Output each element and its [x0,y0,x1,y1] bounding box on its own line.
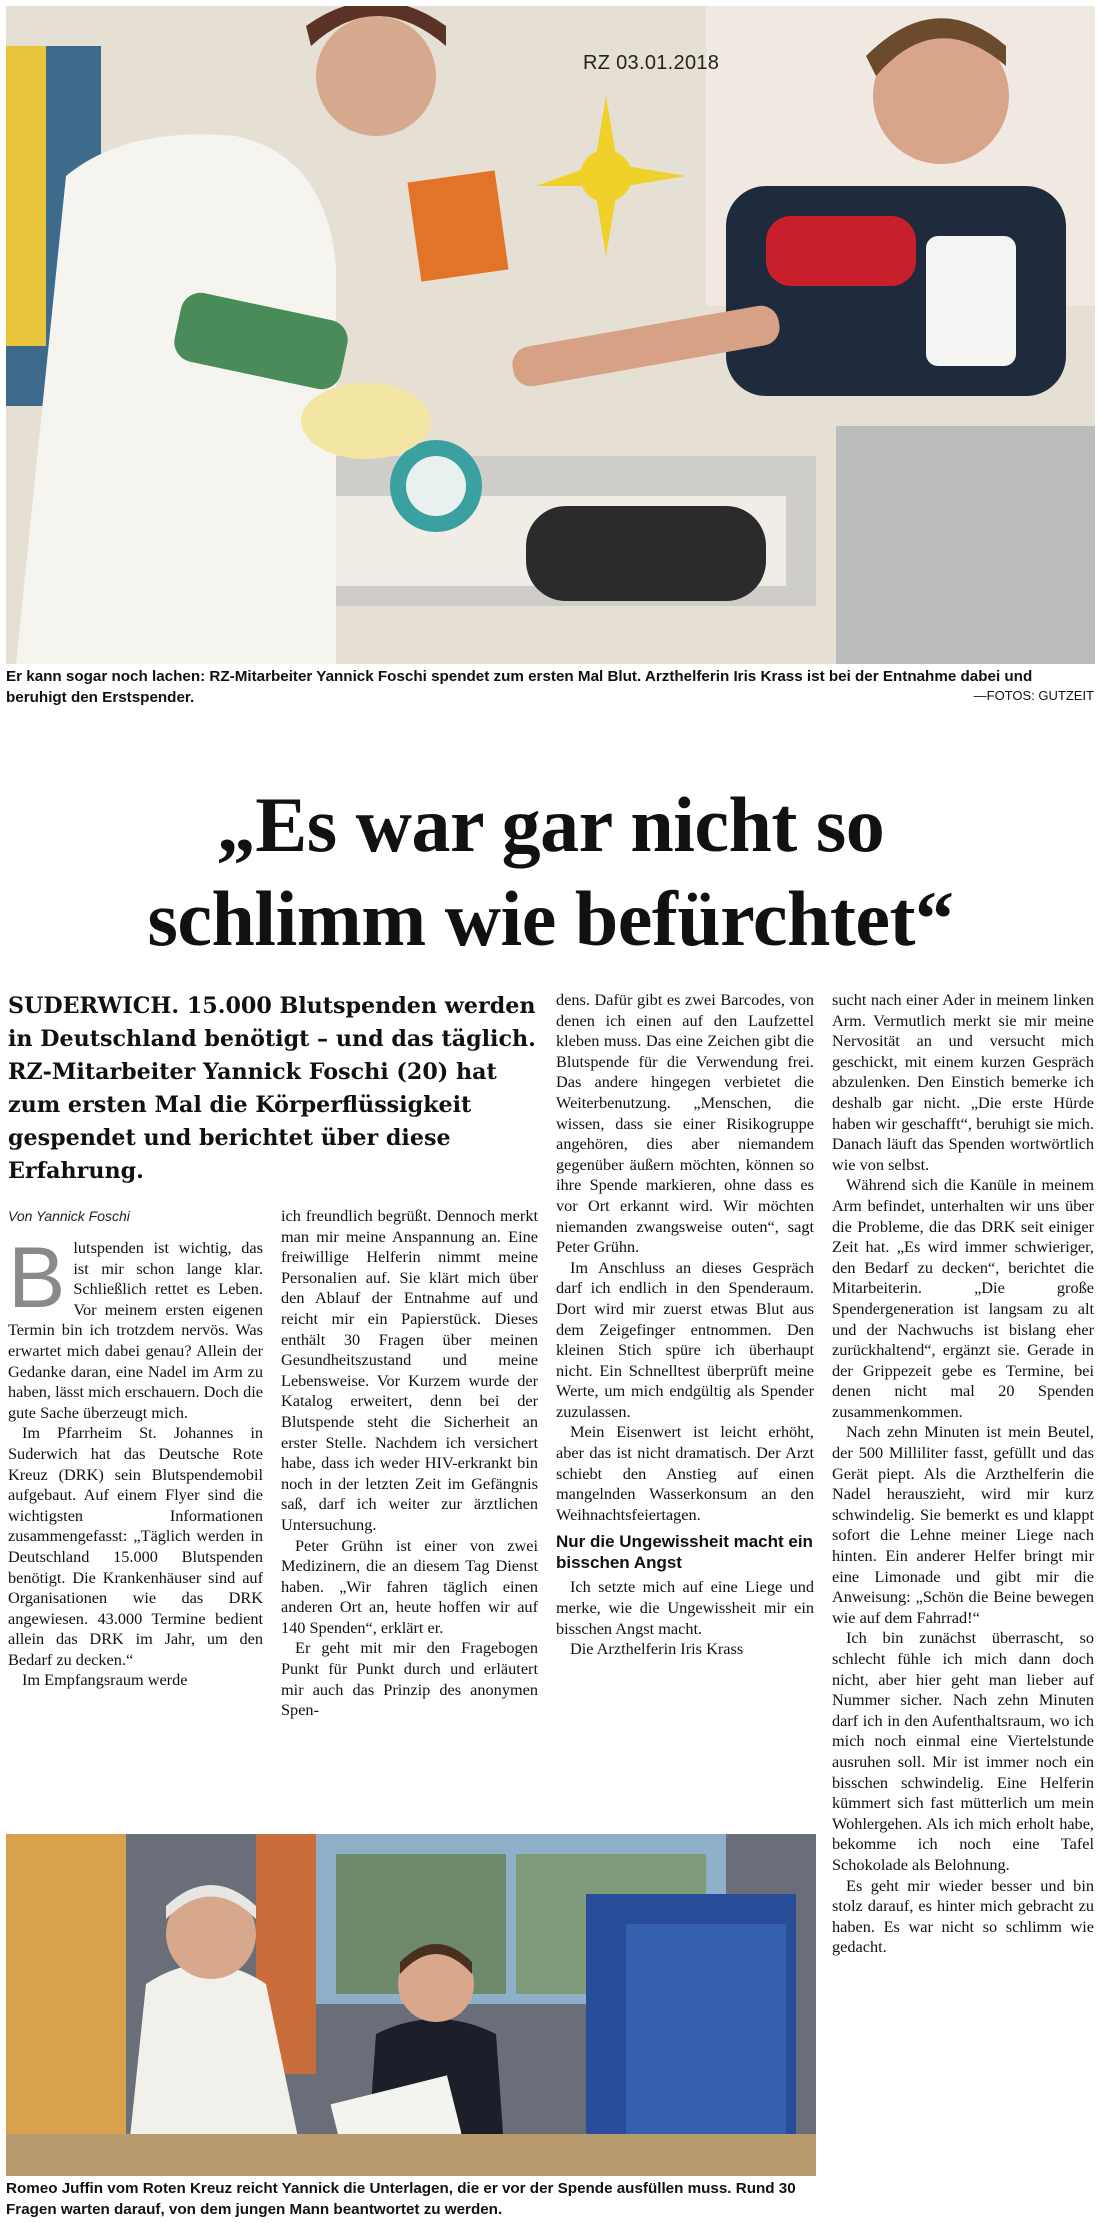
col2-para-3: Er geht mit mir den Fragebogen Punkt für Punkt durch und erläutert mir auch das Prinzip des anonymen Spen- [281,1638,538,1720]
col2-para-2: Peter Grühn ist einer von zwei Medizinern, die an diesem Tag Dienst haben. „Wir fahren täglich einen anderen Ort an, heute hoffen wir auf 140 Spenden“, erklärt er. [281,1535,538,1637]
col3-para-3: Mein Eisenwert ist leicht erhöht, aber das ist nicht dramatisch. Der Arzt schiebt den Anstieg auf einen mangelnden Wasserkonsum an den Weihnachtsfeiertagen. [556,1422,814,1524]
bottom-photo-scene [6,1834,816,2176]
photo-credit: —FOTOS: GUTZEIT [973,688,1094,703]
bottom-photo [6,1834,816,2176]
col4-para-3: Nach zehn Minuten ist mein Beutel, der 500 Milliliter fasst, gefüllt und das Gerät piept. Als die Arzthelferin die Nadel herauszieht, wird mir kurz schwindelig. Sie bemerkt es und klappt sofort die Lehne meiner Liege nach hinten. Ein anderer Helfer bringt mir eine Limonade und gibt mir die Anweisung: „Schön die Beine bewegen wie auf dem Fahrrad!“ [832,1422,1094,1627]
col1-para-1 [8,1230,263,1423]
byline: Von Yannick Foschi [8,1208,130,1224]
drop-cap: B [8,1230,66,1326]
col3-para-5: Die Arzthelferin Iris Krass [570,1639,744,1659]
subheading: Nur die Ungewissheit macht ein bisschen Angst [556,1532,813,1573]
lead-paragraph: SUDERWICH. 15.000 Blutspenden werden in Deutschland benötigt – und das täglich. RZ-Mitarbeiter Yannick Foschi (20) hat zum ersten Mal die Körperflüssigkeit gespendet und berichtet über diese Erfahrung. [8,993,536,1184]
col1-para-1-text: lutspenden ist wichtig, das ist mir schon lange klar. Schließlich rettet es Leben. Vor meinem ersten eigenen Termin bin ich trotzdem nervös. Was erwartet mich dabei genau? Allein der Gedanke daran, eine Nadel im Arm zu haben, lässt mich erschauern. Doch die gute Sache überzeugt mich. [8,1238,263,1422]
col4-para-1: sucht nach einer Ader in meinem linken Arm. Vermutlich merkt sie mir meine Nervosität an und versucht mich geschickt, mit einem kurzen Gespräch abzulenken. Den Einstich bemerke ich deshalb gar nicht. „Die erste Hürde haben wir geschafft“, beruhigt sie mich. Danach läuft das Spenden wortwörtlich wie von selbst. [832,990,1094,1174]
top-photo [6,6,1095,664]
col1-para-2: Im Pfarrheim St. Johannes in Suderwich hat das Deutsche Rote Kreuz (DRK) sein Blutspendemobil aufgebaut. Auf einem Flyer sind die wichtigsten Informationen zusammengefasst: „Täglich werden in Deutschland 15.000 Blutspenden benötigt. Die Krankenhäuser sind auf Organisationen wie das DRK angewiesen. 43.000 Termine bedient allein das DRK im Jahr, um den Bedarf zu decken.“ [8,1423,263,1669]
headline-line-1: „Es war gar nicht so [216,781,885,868]
top-photo-caption [6,666,1095,708]
bottom-photo-caption: Romeo Juffin vom Roten Kreuz reicht Yannick die Unterlagen, die er vor der Spende ausfüllen muss. Rund 30 Fragen warten darauf, von dem jungen Mann beantwortet zu werden. [6,2180,796,2218]
top-photo-scene [6,6,1095,664]
column-4 [832,990,1094,1958]
column-1 [8,1230,263,1691]
col1-para-3: Im Empfangsraum werde [22,1670,188,1690]
col3-para-4: Ich setzte mich auf eine Liege und merke, wie die Ungewissheit mir ein bisschen Angst macht. [556,1577,814,1638]
column-3 [556,990,814,1660]
col3-para-1: dens. Dafür gibt es zwei Barcodes, von denen ich einen auf den Laufzettel kleben muss. Das eine Zeichen gibt die Blutspende für die Verwendung frei. Das andere hingegen verbietet die Weiterbenutzung. „Menschen, die wissen, dass sie einer Risikogruppe angehören, dies aber niemandem gegenüber äußern möchten, können so ihre Spende markieren, ohne dass es vor Ort erkannt wird. Wir möchten niemanden zwangsweise outen“, sagt Peter Grühn. [556,990,814,1257]
col4-para-4: Ich bin zunächst überrascht, so schlecht fühle ich mich dann doch nicht, aber hier geht man lieber auf Nummer sicher. Nach zehn Minuten darf ich in den Aufenthaltsraum, wo ich mich noch einmal eine Viertelstunde ausruhen soll. Mir ist immer noch ein bisschen schwindelig. Eine Helferin kümmert sich fast mütterlich um mein Wohlergehen. Als ich mich erholt habe, bekomme ich noch eine Tafel Schokolade als Belohnung. [832,1628,1094,1874]
top-caption-text: Er kann sogar noch lachen: RZ-Mitarbeiter Yannick Foschi spendet zum ersten Mal Blut. Arzthelferin Iris Krass ist bei der Entnahme dabei und beruhigt den Erstspender. [6,668,1033,706]
dateline: RZ 03.01.2018 [583,52,720,74]
headline [0,778,1101,966]
col3-para-2: Im Anschluss an dieses Gespräch darf ich endlich in den Spenderaum. Dort wird mir zuerst etwas Blut aus dem Zeigefinger entnommen. Den kleinen Stich spüre ich überhaupt nicht. Ein Schnelltest überprüft meine Werte, um mich endgültig als Spender zuzulassen. [556,1257,814,1421]
col4-para-2: Während sich die Kanüle in meinem Arm befindet, unterhalten wir uns über die Probleme, die das DRK seit einiger Zeit hat. „Es wird immer schwieriger, den Bedarf zu decken“, berichtet die Mitarbeiterin. „Die große Spendergeneration ist langsam zu alt und der Nachwuchs ist bislang eher zurückhaltend“, ergänzt sie. Gerade in der Grippezeit gebe es Termine, bei denen nicht mal 20 Spenden zusammenkommen. [832,1175,1094,1421]
column-2 [281,1206,538,1721]
headline-line-2: schlimm wie befürchtet“ [147,875,954,962]
col4-para-5: Es geht mir wieder besser und bin stolz darauf, es hinter mich gebracht zu haben. Es war nicht so schlimm wie gedacht. [832,1875,1094,1957]
col2-para-1: ich freundlich begrüßt. Dennoch merkt man mir meine Anspannung an. Eine freiwillige Helferin nimmt meine Personalien auf. Sie klärt mich über den Ablauf der Entnahme auf und reicht mir ein Papierstück. Dieses enthält 30 Fragen über meinen Gesundheitszustand und meine Lebensweise. Vor Kurzem wurde der Katalog erweitert, denn bei der Blutspende steht die Sicherheit an erster Stelle. Nachdem ich versichert habe, dass ich weder HIV-erkrankt bin noch in der letzten Zeit im Gefängnis saß, darf ich weiter zur ärztlichen Untersuchung. [281,1206,538,1534]
